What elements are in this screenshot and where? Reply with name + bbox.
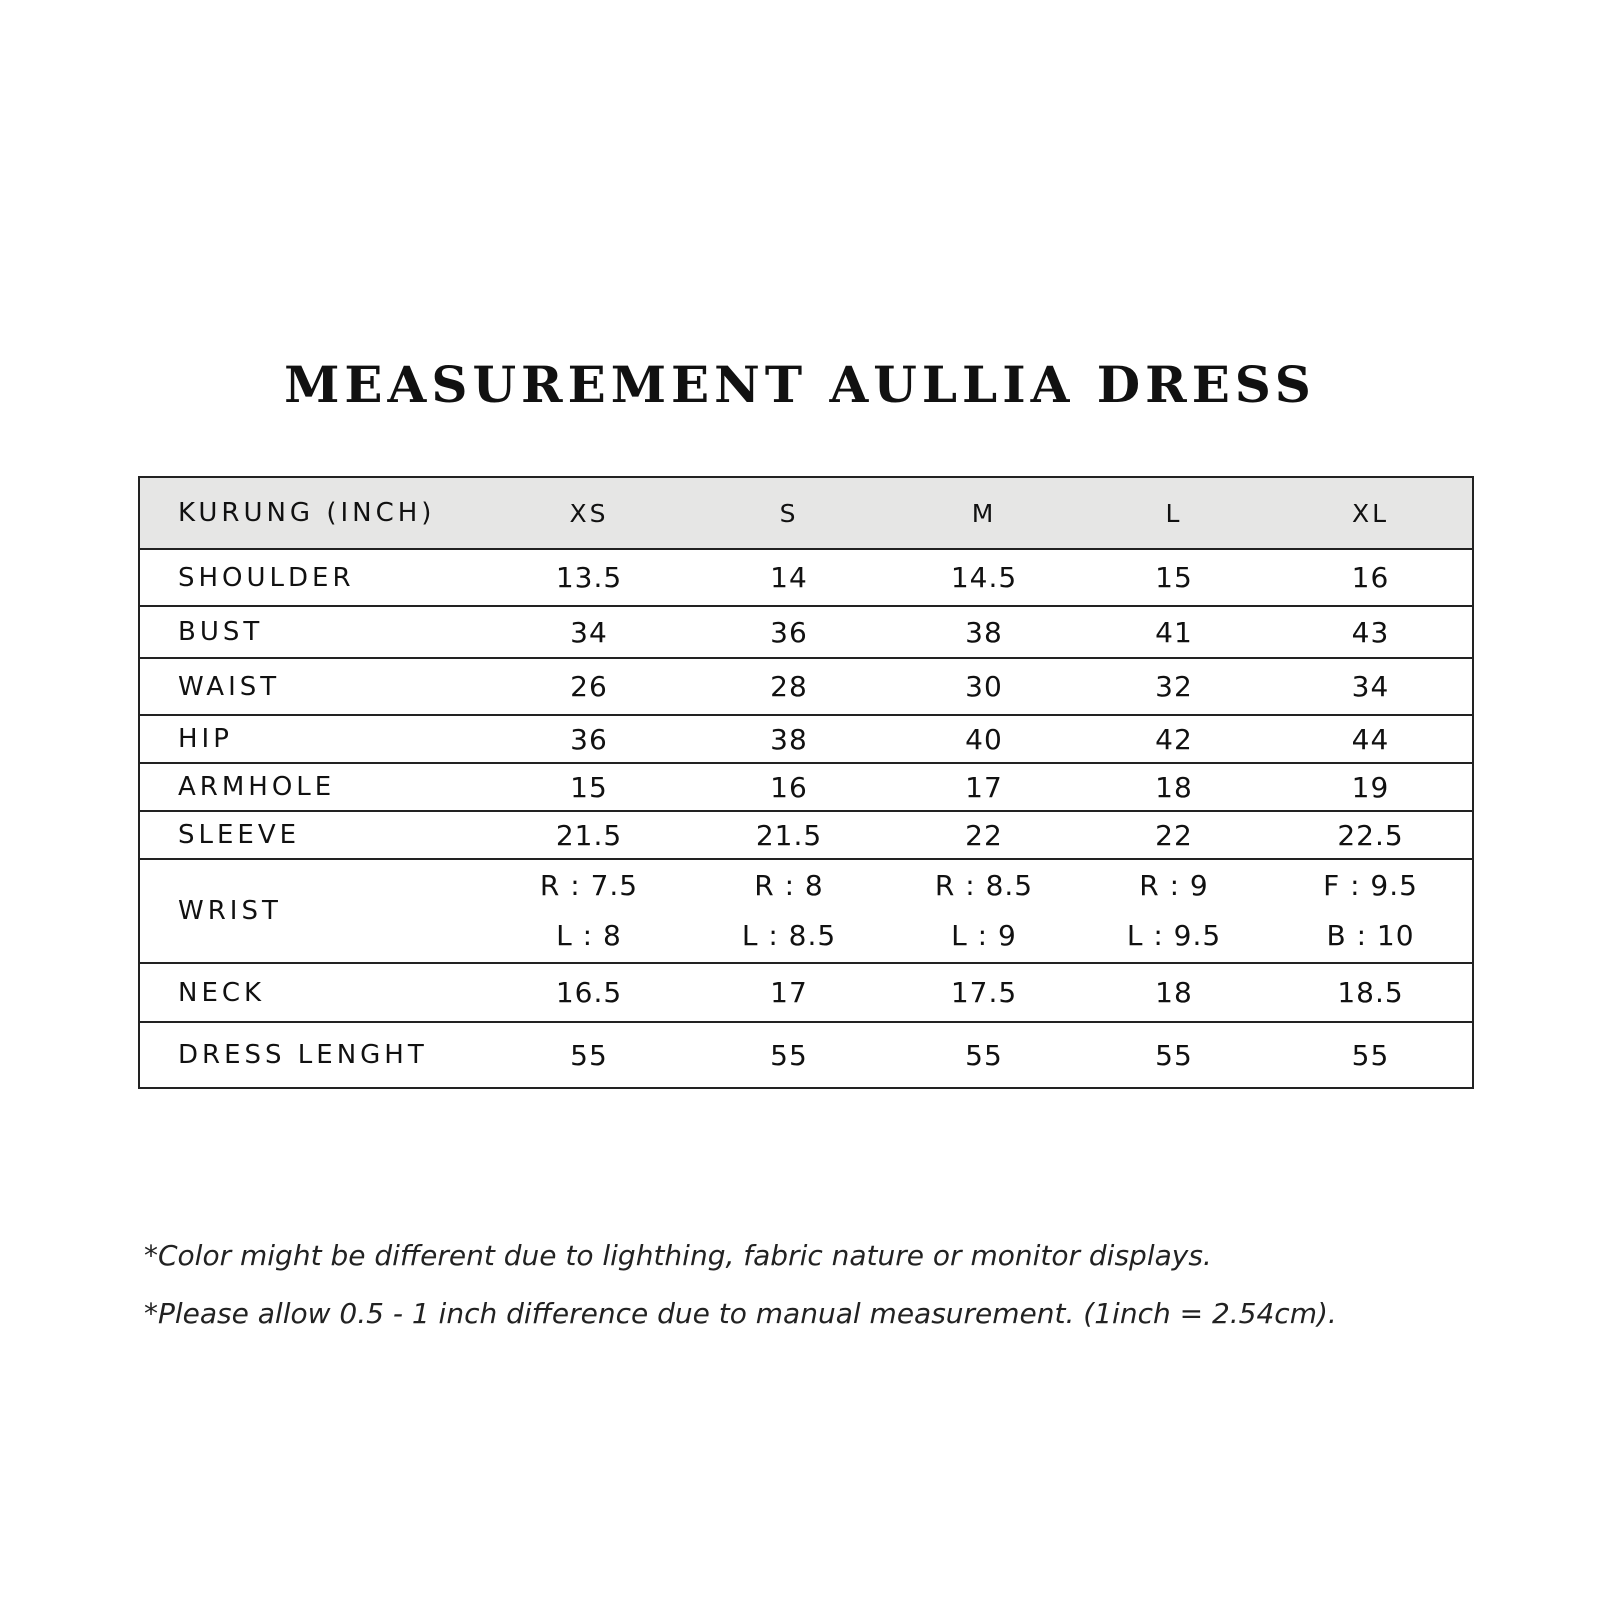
header-cell-xs: XS: [489, 477, 689, 549]
wrist-value-bottom: L : 8: [556, 919, 622, 952]
table-cell: 21.5: [489, 811, 689, 859]
table-cell: 18: [1079, 763, 1269, 811]
wrist-value-top: R : 8.5: [934, 869, 1034, 902]
table-cell: 41: [1079, 606, 1269, 658]
table-row-shoulder: [139, 549, 1473, 606]
wrist-value-top: R : 8: [754, 869, 824, 902]
table-cell: 16: [1269, 549, 1473, 606]
table-cell: 28: [689, 658, 889, 715]
table-cell: 22.5: [1269, 811, 1473, 859]
table-row-neck: [139, 963, 1473, 1022]
table-cell: 43: [1269, 606, 1473, 658]
table-cell: 42: [1079, 715, 1269, 763]
header-cell-xl: XL: [1269, 477, 1473, 549]
table-cell: 18: [1079, 963, 1269, 1022]
table-cell: 22: [1079, 811, 1269, 859]
header-cell-m: M: [889, 477, 1079, 549]
table-cell: [489, 859, 689, 963]
table-cell: [1269, 859, 1473, 963]
row-label: WRIST: [139, 859, 489, 963]
table-row-armhole: [139, 763, 1473, 811]
table-cell: 21.5: [689, 811, 889, 859]
wrist-value-top: F : 9.5: [1323, 869, 1418, 902]
wrist-value-top: R : 9: [1139, 869, 1209, 902]
page-title: MEASUREMENT AULLIA DRESS: [284, 355, 1316, 414]
table-cell: 36: [489, 715, 689, 763]
table-cell: 55: [889, 1022, 1079, 1088]
table-row-waist: [139, 658, 1473, 715]
table-cell: 30: [889, 658, 1079, 715]
table-row-bust: [139, 606, 1473, 658]
table-cell: 13.5: [489, 549, 689, 606]
header-cell-kurung: KURUNG (INCH): [139, 477, 489, 549]
header-cell-l: L: [1079, 477, 1269, 549]
table-cell: 34: [489, 606, 689, 658]
table-cell: 17: [889, 763, 1079, 811]
wrist-value-top: R : 7.5: [539, 869, 639, 902]
table-cell: [689, 859, 889, 963]
table-row-wrist: [139, 859, 1473, 963]
table-cell: 38: [689, 715, 889, 763]
table-cell: 55: [1269, 1022, 1473, 1088]
table-cell: 16: [689, 763, 889, 811]
table-cell: [1079, 859, 1269, 963]
table-cell: 55: [689, 1022, 889, 1088]
table-cell: 15: [489, 763, 689, 811]
table-cell: 15: [1079, 549, 1269, 606]
table-cell: 55: [1079, 1022, 1269, 1088]
row-label: HIP: [139, 715, 489, 763]
table-cell: 22: [889, 811, 1079, 859]
table-cell: 14: [689, 549, 889, 606]
table-row-dress-length: [139, 1022, 1473, 1088]
wrist-value-bottom: L : 8.5: [741, 919, 837, 952]
table-cell: 40: [889, 715, 1079, 763]
wrist-value-bottom: B : 10: [1326, 919, 1415, 952]
table-row-hip: [139, 715, 1473, 763]
table-cell: 44: [1269, 715, 1473, 763]
row-label: SHOULDER: [139, 549, 489, 606]
table-row-sleeve: [139, 811, 1473, 859]
table-cell: 38: [889, 606, 1079, 658]
row-label: NECK: [139, 963, 489, 1022]
table-cell: 18.5: [1269, 963, 1473, 1022]
note-measurement: *Please allow 0.5 - 1 inch difference due to manual measurement. (1inch = 2.54cm).: [144, 1297, 1337, 1330]
table-cell: 17: [689, 963, 889, 1022]
table-cell: 26: [489, 658, 689, 715]
table-cell: 19: [1269, 763, 1473, 811]
wrist-value-bottom: L : 9.5: [1126, 919, 1222, 952]
row-label: WAIST: [139, 658, 489, 715]
row-label: SLEEVE: [139, 811, 489, 859]
wrist-value-bottom: L : 9: [951, 919, 1017, 952]
notes-section: [144, 1240, 1337, 1356]
table-cell: 17.5: [889, 963, 1079, 1022]
header-cell-s: S: [689, 477, 889, 549]
table-cell: 36: [689, 606, 889, 658]
row-label: BUST: [139, 606, 489, 658]
size-chart-table: [138, 476, 1474, 1089]
table-cell: 32: [1079, 658, 1269, 715]
row-label: ARMHOLE: [139, 763, 489, 811]
row-label: DRESS LENGHT: [139, 1022, 489, 1088]
table-cell: 14.5: [889, 549, 1079, 606]
table-cell: 16.5: [489, 963, 689, 1022]
table-cell: 55: [489, 1022, 689, 1088]
table-cell: [889, 859, 1079, 963]
table-header-row: [139, 477, 1473, 549]
table-cell: 34: [1269, 658, 1473, 715]
note-color: *Color might be different due to lighthing, fabric nature or monitor displays.: [144, 1239, 1212, 1272]
